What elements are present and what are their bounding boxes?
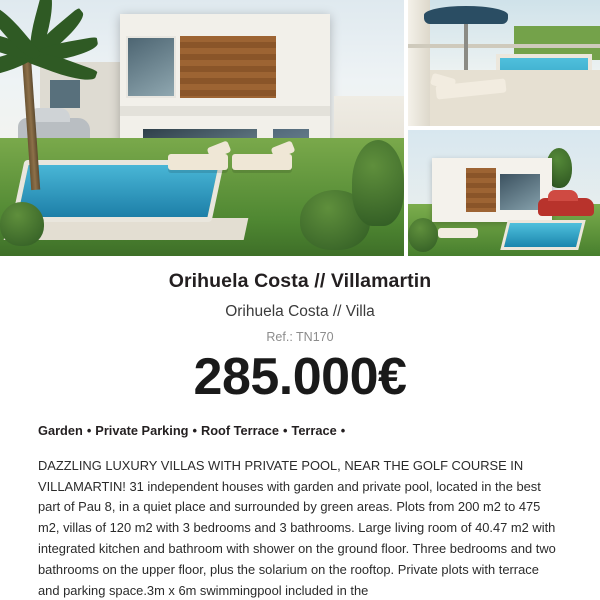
feature-separator: • [192, 422, 197, 438]
thumbnail-column [408, 0, 600, 256]
feature-item: Garden [38, 422, 83, 438]
sun-lounger [438, 228, 478, 238]
thumbnail-photo-terrace-with-umbrella[interactable] [408, 0, 600, 126]
feature-list [38, 423, 562, 438]
parasol-umbrella [424, 6, 508, 24]
swimming-pool [500, 220, 585, 250]
villa-building [432, 158, 552, 222]
living-room-window [498, 172, 542, 212]
garden-shrub [408, 218, 438, 252]
listing-details [0, 270, 600, 600]
upper-window [126, 36, 176, 98]
wood-cladding-panel [180, 36, 276, 98]
main-photo-villa-exterior-with-pool[interactable] [0, 0, 404, 256]
reference-number: Ref.: TN170 [266, 330, 334, 344]
floor-slab [120, 106, 330, 116]
parked-car-red [538, 198, 594, 216]
wood-cladding-panel [466, 168, 496, 212]
property-description: DAZZLING LUXURY VILLAS WITH PRIVATE POOL, NEAR THE GOLF COURSE IN VILLAMARTIN! 31 independent houses with garden and private pool, located in the best part of Pau 8, in a quiet place and surrounded by green areas. Plots from 200 m2 to 475 m2, villas of 120 m2 with 3 bedrooms and 3 bathrooms. Large living room of 40.47 m2 with integrated kitchen and bathroom with shower on the ground floor. Three bedrooms and two bathrooms on the upper floor, plus the solarium on the rooftop. Private plots with terrace and parking space.3m x 6m swimmingpool included in the [38, 457, 556, 599]
sun-lounger [232, 154, 292, 170]
terrace-railing [408, 44, 600, 48]
palm-tree-fronds [0, 0, 114, 110]
garden-shrub [352, 140, 404, 226]
feature-item: Roof Terrace [200, 422, 279, 438]
thumbnail-photo-villa-front-with-car[interactable] [408, 130, 600, 256]
property-gallery [0, 0, 600, 256]
page-title: Orihuela Costa // Villamartin [168, 270, 432, 292]
location-type-subtitle: Orihuela Costa // Villa [225, 303, 375, 320]
feature-item: Terrace [291, 422, 337, 438]
feature-separator: • [340, 422, 346, 438]
feature-separator: • [282, 422, 288, 438]
feature-item: Private Parking [95, 422, 189, 438]
sun-lounger [168, 154, 228, 170]
umbrella-pole [464, 22, 468, 70]
feature-separator: • [86, 422, 92, 438]
price: 285.000€ [193, 348, 407, 406]
garden-shrub [0, 202, 44, 246]
